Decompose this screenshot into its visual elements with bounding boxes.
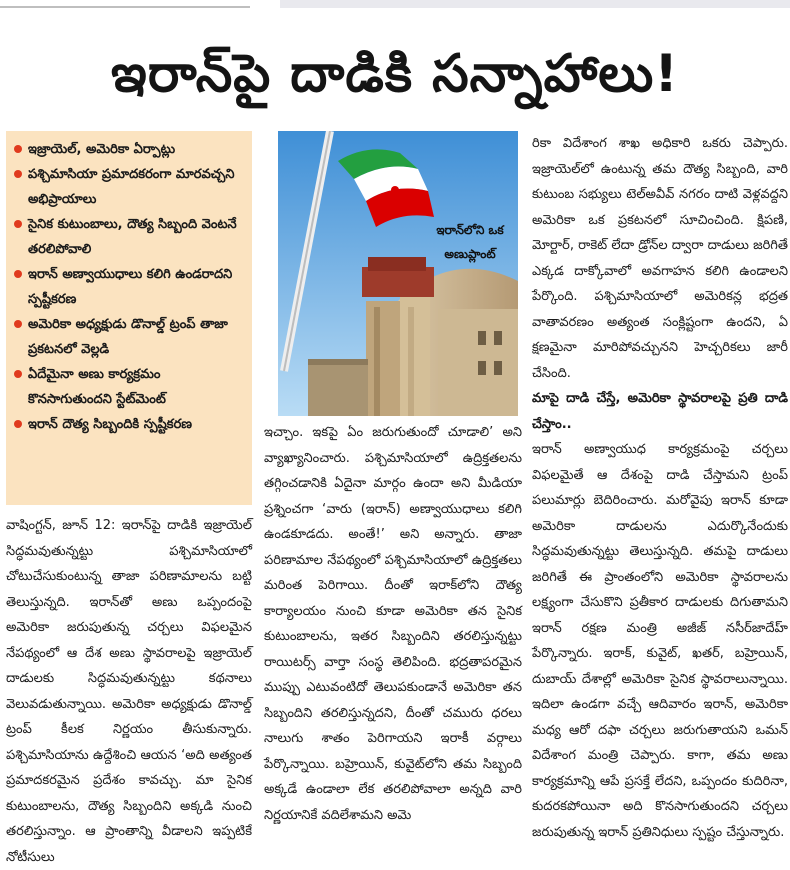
headline: ఇరాన్‌పై దాడికి సన్నాహాలు! (111, 44, 679, 104)
highlights-list (12, 137, 248, 437)
photo-caption: ఇరాన్‌లోని ఒక అణుప్లాంట్ (436, 223, 504, 261)
article-paragraph: వాషింగ్టన్, జూన్ 12: ఇరాన్‌పై దాడికి ఇజ్రాయెల్ సిద్ధమవుతున్నట్టు పశ్చిమాసియాలో చోటుచేసుకుంటున్న తాజా పరిణామాలను బట్టి తెలుస్తున్నది. ఇరాన్‌తో అణు ఒప్పందంపై అమెరికా జరుపుతున్న చర్చలు విఫలమైన నేపథ్యంలో ఆ దేశ అణు స్థావరాలపై ఇజ్రాయెల్ దాడులకు సిద్ధమవుతున్నట్టు కథనాలు వెలువడుతున్నాయి. అమెరికా అధ్యక్షుడు డొనాల్డ్ ట్రంప్ కీలక నిర్ణయం తీసుకున్నారు. పశ్చిమాసియాను ఉద్దేశించి ఆయన ‘అది అత్యంత ప్రమాదకరమైన ప్రదేశం కావచ్చు. మా సైనిక కుటుంబాలను, దౌత్య సిబ్బందిని అక్కడి నుంచి తరలిస్తున్నాం. ఆ ప్రాంతాన్ని వీడాలని ఇప్పటికే నోటీసులు (6, 518, 252, 865)
highlight-text: ఇరాన్ అణ్వాయుధాలు కలిగి ఉండరాదని స్పష్టీకరణ (28, 267, 233, 307)
nuclear-plant-photo (278, 131, 518, 416)
highlight-text: సైనిక కుటుంబాలు, దౌత్య సిబ్బంది వెంటనే తరలిపోవాలి (28, 217, 237, 257)
bullet-dot-icon (14, 220, 22, 228)
article-paragraph: రికా విదేశాంగ శాఖ అధికారి ఒకరు చెప్పారు. ఇజ్రాయెల్‌లో ఉంటున్న తమ దౌత్య సిబ్బంది, వారి కుటుంబ సభ్యులు టెల్అవీవ్ నగరం దాటి వెళ్లవద్దని అమెరికా ఒక ప్రకటనలో సూచించింది. క్షిపణి, మోర్టార్, రాకెట్ లేదా డ్రోన్‌ల ద్వారా దాడులు జరిగితే ఎక్కడ దాక్కోవాలో అవగాహన కలిగి ఉండాలని పేర్కొంది. పశ్చిమాసియాలో అమెరికన్ల భద్రత వాతావరణం అత్యంత సంక్లిష్టంగా ఉందని, ఏ క్షణమైనా మారిపోవచ్చునని హెచ్చరికలు జారీ చేసింది. (532, 136, 788, 381)
highlight-item (12, 262, 248, 312)
highlight-text: ఇరాన్ దౌత్య సిబ్బందికి స్పష్టీకరణ (28, 417, 193, 432)
highlight-text: అమెరికా అధ్యక్షుడు డొనాల్డ్ ట్రంప్ తాజా ప్రకటనలో వెల్లడి (28, 317, 228, 357)
highlight-item (12, 412, 248, 437)
article-paragraph: ఇచ్చాం. ఇకపై ఏం జరుగుతుందో చూడాలి’ అని వ్యాఖ్యానించారు. పశ్చిమాసియాలో ఉద్రిక్తతలను తగ్గించడానికి ఏదైనా మార్గం ఉందా అని మీడియా ప్రశ్నించగా ‘వారు (ఇరాన్) అణ్వాయుధాలు కలిగి ఉండకూడదు. అంతే!’ అని అన్నారు. తాజా పరిణామాల నేపథ్యంలో పశ్చిమాసియాలో ఉద్రిక్తతలు మరింత పెరిగాయి. దీంతో ఇరాక్‌లోని దౌత్య కార్యాలయం నుంచి కూడా అమెరికా తన సైనిక కుటుంబాలను, ఇతర సిబ్బందిని తరలిస్తున్నట్టు రాయిటర్స్ వార్తా సంస్థ తెలిపింది. భద్రతాపరమైన ముప్పు ఎటువంటిదో తెలుపకుండానే అమెరికా తన సిబ్బందిని తరలిస్తున్నదని, దీంతో చమురు ధరలు నాలుగు శాతం పెరిగాయని ఇరాకీ వర్గాలు పేర్కొన్నాయి. బహ్రెయిన్, కువైట్‌లోని తమ సిబ్బంది అక్కడే ఉండాలా లేక తరలిపోవాలా అన్నది వారి నిర్ణయానికే వదిలేశామని అమె (264, 425, 522, 823)
bullet-dot-icon (14, 145, 22, 153)
bullet-dot-icon (14, 270, 22, 278)
bullet-dot-icon (14, 170, 22, 178)
highlight-text: ఏదేమైనా అణు కార్యక్రమం కొనసాగుతుందని స్టేట్‌మెంట్ (28, 367, 166, 407)
highlight-text: పశ్చిమాసియా ప్రమాదకరంగా మారవచ్చని అభిప్రాయాలు (28, 167, 235, 207)
highlight-item (12, 137, 248, 162)
article-column-2 (264, 420, 522, 828)
bullet-dot-icon (14, 320, 22, 328)
highlight-item (12, 162, 248, 212)
article-paragraph: ఇరాన్ అణ్వాయుధ కార్యక్రమంపై చర్చలు విఫలమైతే ఆ దేశంపై దాడి చేస్తామని ట్రంప్ పలుమార్లు బెదిరించారు. మరోవైపు ఇరాన్ కూడా అమెరికా దాడులను ఎదుర్కొనేందుకు సిద్ధమవుతున్నట్టు తెలుస్తున్నది. తమపై దాడులు జరిగితే ఈ ప్రాంతంలోని అమెరికా స్థావరాలను లక్ష్యంగా చేసుకొని ప్రతీకార దాడులకు దిగుతామని ఇరాన్ రక్షణ మంత్రి అజీజ్ నసీర్‌జాదేహ్ పేర్కొన్నారు. ఇరాక్, కువైట్, ఖతర్, బహ్రెయిన్, దుబాయ్ దేశాల్లో అమెరికా సైనిక స్థావరాలున్నాయి. ఇదిలా ఉండగా వచ్చే ఆదివారం ఇరాన్, అమెరికా మధ్య ఆరో దఫా చర్చలు జరుగుతాయని ఒమన్ విదేశాంగ మంత్రి చెప్పారు. కాగా, తమ అణు కార్యక్రమాన్ని ఆపే ప్రసక్తే లేదని, ఒప్పందం కుదిరినా, కుదరకపోయినా అది కొనసాగుతుందని చర్చలు జరుపుతున్న ఇరాన్ ప్రతినిధులు స్పష్టం చేస్తున్నారు. (532, 442, 788, 840)
highlight-item (12, 212, 248, 262)
highlight-item (12, 312, 248, 362)
top-rule-strip (0, 0, 790, 14)
bullet-dot-icon (14, 420, 22, 428)
highlight-item (12, 362, 248, 412)
article-subheading: మాపై దాడి చేస్తే, అమెరికా స్థావరాలపై ప్రతి దాడి చేస్తాం.. (532, 391, 788, 432)
highlight-text: ఇజ్రాయెల్, అమెరికా ఏర్పాట్లు (28, 142, 176, 157)
bullet-dot-icon (14, 370, 22, 378)
top-rule-right (280, 0, 790, 8)
nuclear-plant-illustration (278, 131, 518, 416)
top-rule-left (0, 0, 250, 8)
highlights-box (6, 131, 252, 505)
article-column-1 (6, 513, 252, 870)
article-column-3 (532, 131, 788, 845)
